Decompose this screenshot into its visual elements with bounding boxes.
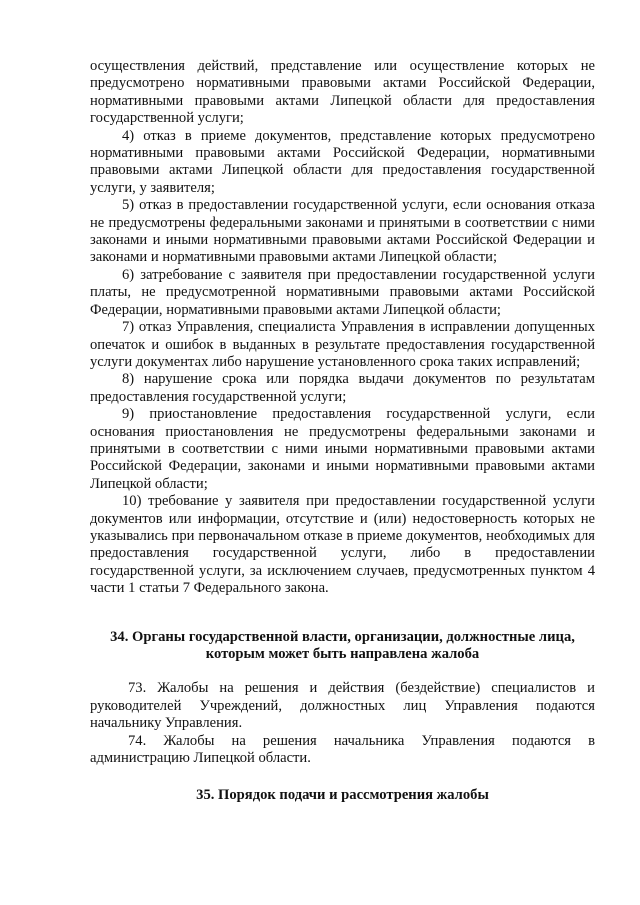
paragraph-item-8: 8) нарушение срока или порядка выдачи документов по результатам предоставления государственной услуги; [90,371,595,405]
spacer [90,598,595,629]
document-page [90,58,595,805]
paragraph-item-4: 4) отказ в приеме документов, представление которых предусмотрено нормативными правовыми актами Российской Федерации, нормативными правовыми актами Липецкой области для предоставления государственной услуги, у заявителя; [90,127,595,196]
section-heading-34-line-2: которым может быть направлена жалоба [205,646,480,662]
section-heading-34 [90,629,595,664]
paragraph-74: 74. Жалобы на решения начальника Управления подаются в администрацию Липецкой области. [90,732,595,767]
paragraph-73: 73. Жалобы на решения и действия (бездействие) специалистов и руководителей Учреждений, должностных лиц Управления подаются начальнику Управления. [90,680,595,732]
paragraph-item-6: 6) затребование с заявителя при предоставлении государственной услуги платы, не предусмотренной нормативными правовыми актами Российской Федерации, нормативными правовыми актами Липецкой области; [90,266,595,318]
spacer [90,767,595,787]
section-heading-35: 35. Порядок подачи и рассмотрения жалобы [196,787,489,804]
paragraph-item-5: 5) отказ в предоставлении государственной услуги, если основания отказа не предусмотрены федеральными законами и принятыми в соответствии с ними законами и иными нормативными правовыми актами Российской Федерации и законами и нормативными правовыми актами Липецкой области; [90,197,595,266]
paragraph-item-9: 9) приостановление предоставления государственной услуги, если основания приостановления не предусмотрены федеральными законами и принятыми в соответствии с ними иными нормативными правовыми актами Российской Федерации, законами и иными нормативными правовыми актами Липецкой области; [90,406,595,492]
spacer [90,663,595,680]
paragraph-item-7: 7) отказ Управления, специалиста Управления в исправлении допущенных опечаток и ошибок в выданных в результате предоставления государственной услуги документах либо нарушение установленного срока таких исправлений; [90,319,595,370]
paragraph-continuation: осуществления действий, представление или осуществление которых не предусмотрено нормативными правовыми актами Российской Федерации, нормативными правовыми актами Липецкой области для предоставления государственной услуги; [90,58,595,127]
paragraph-item-10: 10) требование у заявителя при предоставлении государственной услуги документов или информации, отсутствие и (или) недостоверность которых не указывались при первоначальном отказе в приеме документов, необходимых для предоставления государственной услуги, либо в предоставлении государственной услуги, за исключением случаев, предусмотренных пунктом 4 части 1 статьи 7 Федерального закона. [90,493,595,597]
section-heading-34-line-1: 34. Органы государственной власти, организации, должностные лица, [110,628,575,645]
